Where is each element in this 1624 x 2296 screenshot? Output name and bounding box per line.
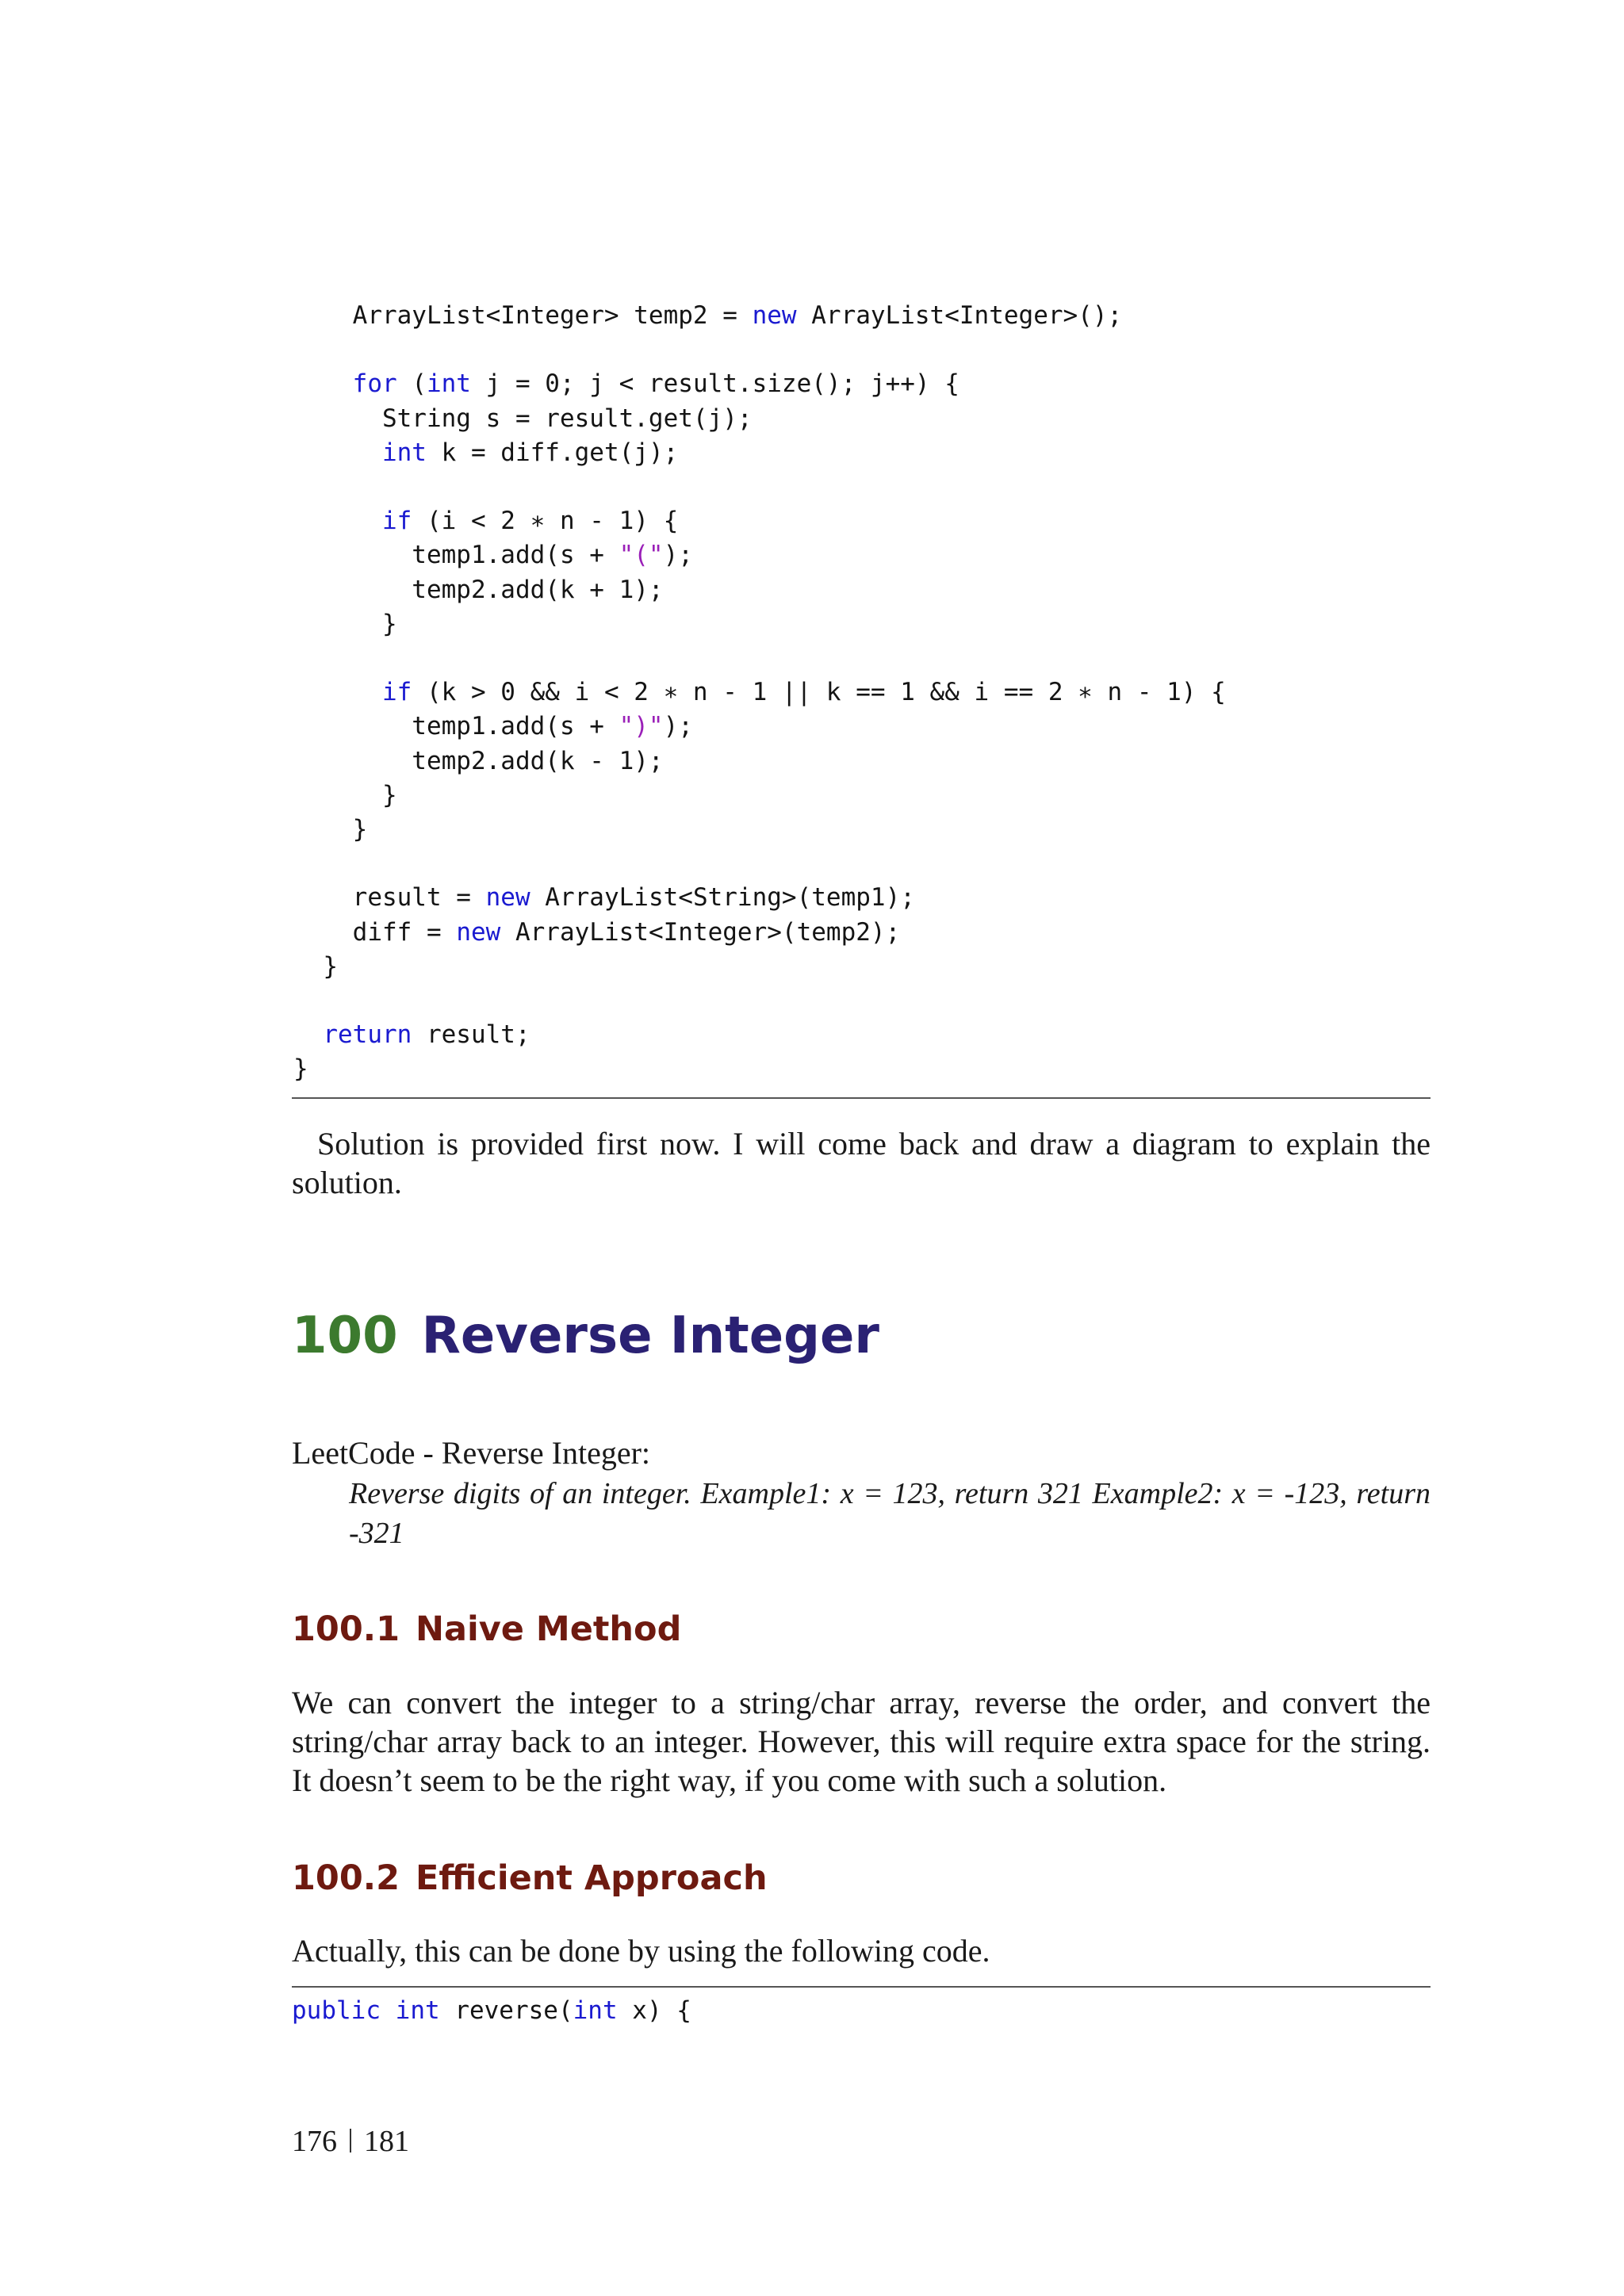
efficient-approach-paragraph: Actually, this can be done by using the following code. [292,1933,990,1969]
code-top-rule [292,1986,1431,1988]
code-line [293,504,1226,538]
code-line [293,675,1226,710]
code-keyword: int [381,438,427,467]
section-number: 100.1 [292,1609,400,1649]
code-text [381,1996,396,2025]
code-text: result; [412,1020,530,1050]
code-text [293,507,382,535]
chapter-title: Reverse Integer [421,1307,879,1365]
total-pages: 181 [364,2125,409,2158]
footer-separator [350,2129,351,2152]
code-string: "(" [619,541,664,570]
section-heading-naive [292,1607,681,1651]
code-text: reverse( [439,1996,573,2025]
code-keyword: return [323,1020,412,1050]
code-keyword: new [752,301,797,330]
code-block-top [293,299,1226,1087]
code-text: x) { [617,1996,691,2025]
code-text: (k > 0 && i < 2 ∗ n - 1 || k == 1 && i == 2 ∗ n - 1) { [412,678,1226,707]
code-text: } [293,951,338,981]
code-line [293,813,1226,847]
code-block-bottom [292,1994,691,2028]
code-text: ); [663,541,693,570]
code-text: temp2.add(k + 1); [293,575,664,604]
code-line [293,333,1226,367]
code-text: j = 0; j < result.size(); j++) { [470,369,959,399]
code-keyword: int [573,1996,618,2025]
code-text [293,369,353,398]
code-text: } [293,609,397,638]
leetcode-line: LeetCode - Reverse Integer: [292,1435,651,1471]
code-text: ArrayList<Integer>(temp2); [500,917,901,947]
code-line [292,1994,691,2028]
code-line [293,573,1226,607]
code-bottom-rule [292,1097,1431,1099]
code-text: } [293,780,397,809]
page-number: 176 [292,2125,337,2158]
section-number: 100.2 [292,1858,400,1898]
code-line [293,847,1226,881]
code-text: temp1.add(s + [293,712,619,741]
code-text: (i < 2 ∗ n - 1) { [412,507,679,536]
code-text: } [293,1054,308,1084]
code-text [293,678,382,706]
code-text: String s = result.get(j); [293,404,753,433]
code-keyword: public [292,1996,381,2025]
section-title: Efficient Approach [416,1858,768,1898]
code-line [293,779,1226,813]
code-line [293,641,1226,675]
code-keyword: if [381,507,412,536]
code-text [293,1020,323,1049]
code-line [293,402,1226,436]
solution-note-paragraph: Solution is provided first now. I will come back and draw a diagram to explain the solution. [292,1126,1431,1200]
code-text: k = diff.get(j); [426,438,679,467]
code-text: temp2.add(k - 1); [293,746,664,775]
page-footer [292,2122,409,2160]
code-keyword: for [352,369,397,399]
code-text: ArrayList<String>(temp1); [530,883,915,913]
code-keyword: new [485,883,530,913]
code-line [293,881,1226,915]
code-line [293,744,1226,779]
code-line [293,1018,1226,1052]
code-text: ); [663,712,693,741]
code-text: temp1.add(s + [293,541,619,570]
code-text: ( [396,369,427,399]
code-line [293,470,1226,504]
code-text: result = [293,883,486,913]
code-line [293,950,1226,984]
code-line [293,1052,1226,1086]
section-title: Naive Method [416,1609,682,1649]
code-keyword: int [426,369,471,399]
code-keyword: int [395,1996,440,2025]
code-line [293,710,1226,744]
code-line [293,607,1226,641]
code-line [293,367,1226,401]
code-keyword: new [456,917,501,947]
chapter-number: 100 [292,1307,398,1365]
code-text: } [293,815,368,844]
code-text: ArrayList<Integer>(); [796,301,1123,330]
code-line [293,984,1226,1018]
code-keyword: if [381,678,412,707]
problem-quote: Reverse digits of an integer. Example1: x = 123, return 321 Example2: x = -123, return -321 [349,1477,1431,1550]
section-heading-efficient [292,1856,768,1900]
code-line [293,436,1226,470]
code-line [293,538,1226,572]
naive-method-paragraph: We can convert the integer to a string/char array, reverse the order, and convert the string/char array back to an integer. However, this will require extra space for the string. It doesn’t seem to be the right way, if you come with such a solution. [292,1685,1431,1798]
code-line [293,916,1226,950]
code-line [293,299,1226,333]
code-string: ")" [619,712,664,741]
chapter-heading [292,1304,879,1368]
code-text: ArrayList<Integer> temp2 = [293,301,753,330]
code-text [293,438,382,467]
code-text: diff = [293,917,457,947]
